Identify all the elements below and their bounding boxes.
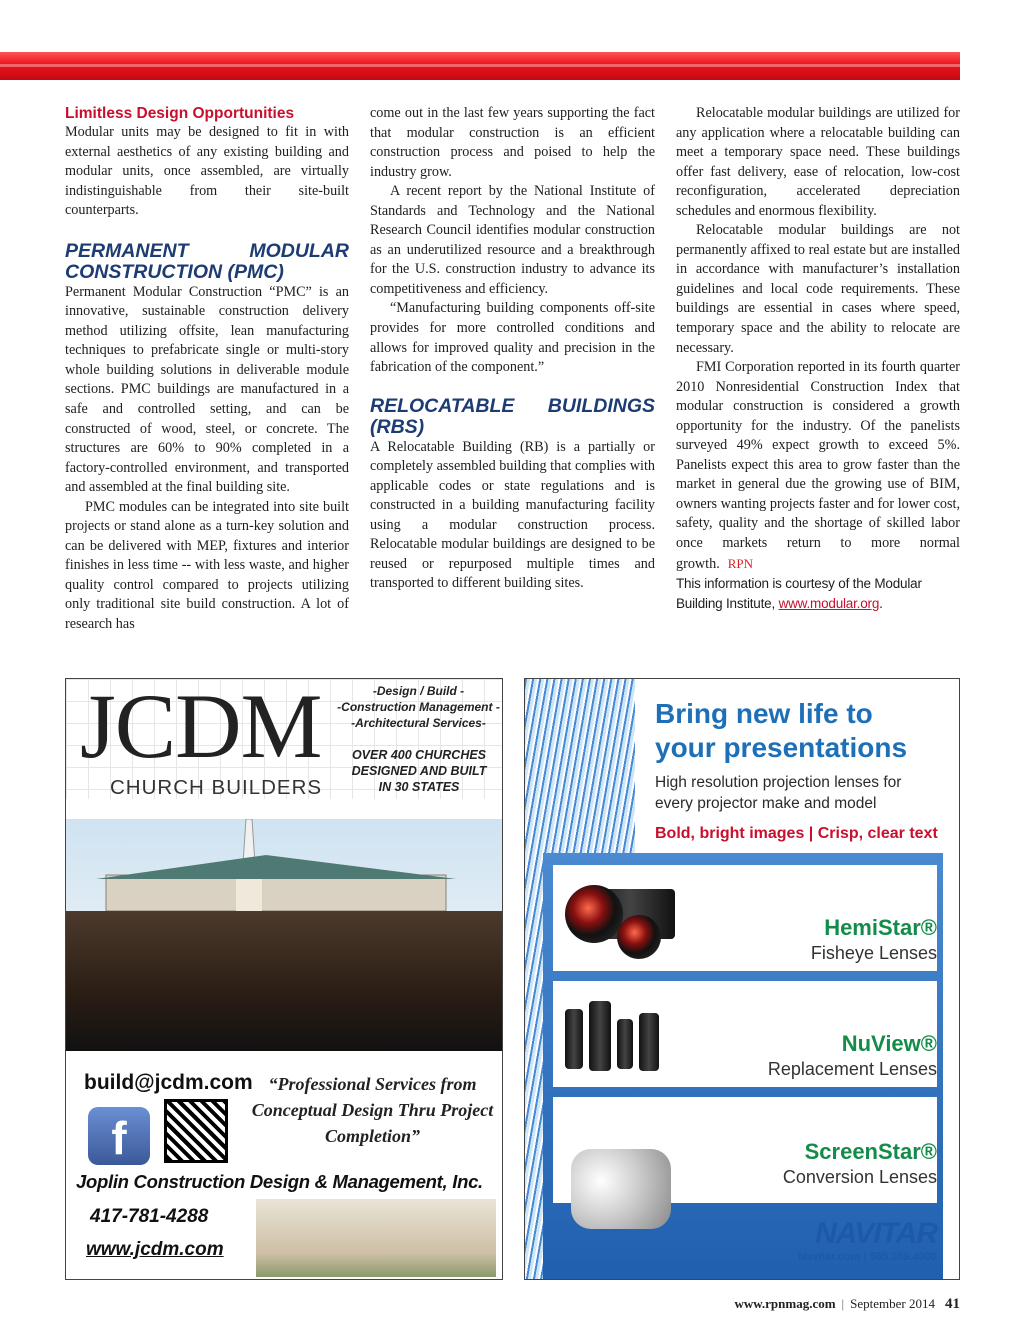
headline-line: your presentations [655, 732, 908, 763]
header-stripe [0, 64, 960, 67]
navitar-advertisement[interactable] [524, 678, 960, 1280]
jcdm-services-list [336, 683, 501, 731]
paragraph: PMC modules can be integrated into site built projects or stand alone as a turn-key solution and can be delivered with MEP, fixtures and interior finishes in less time -- with less waste, and higher quality control compared to projects utilizing only traditional site build construction. A lot of research has [65, 498, 349, 633]
page-footer [734, 1296, 960, 1313]
product-desc-nuview: Replacement Lenses [767, 1059, 937, 1079]
product-name-hemistar: HemiStar® [824, 915, 937, 940]
paragraph: come out in the last few years supporting the fact that modular construction is an efficient construction process and poised to help the industry grow. [370, 105, 655, 180]
headline-rbs: RELOCATABLE BUILDINGS (RBS) [370, 394, 655, 438]
navitar-tagline: Bold, bright images | Crisp, clear text [655, 825, 938, 842]
church-small-photo [256, 1199, 496, 1277]
jcdm-email[interactable]: build@jcdm.com [84, 1071, 253, 1094]
replacement-lens-icon [617, 1019, 633, 1069]
subhead-limitless-design: Limitless Design Opportunities [65, 105, 295, 122]
product-name-screenstar: ScreenStar® [804, 1139, 937, 1164]
church-interior-photo [66, 911, 503, 1051]
courtesy-end: . [879, 595, 883, 611]
paragraph: A recent report by the National Institute of Standards and Technology and the National Research Council identifies modular construction as an underutilized resource and a breakthrough for the U.S. construction industry to advance its competitiveness and efficiency. [370, 183, 655, 297]
paragraph: Modular units may be designed to fit in with external aesthetics of any existing building and modular units, once assembled, are virtually indistinguishable from their site-built counterparts. [65, 124, 349, 219]
page-number: 41 [945, 1296, 960, 1312]
rpn-signoff: RPN [727, 555, 754, 571]
replacement-lens-icon [639, 1013, 659, 1071]
navitar-logo: NAVITAR [815, 1217, 937, 1250]
sub-line: High resolution projection lenses for [655, 774, 902, 791]
service-item: -Construction Management - [337, 700, 500, 714]
jcdm-advertisement[interactable] [65, 678, 503, 1280]
service-item: -Design / Build - [372, 684, 465, 698]
paragraph: Relocatable modular buildings are not permanently affixed to real estate but are installed in accordance with manufacturer’s installation guidelines and local code requirements. These buildings are essential in cases where speed, temporary space and the ability to relocate are necessary. [676, 222, 960, 356]
church-building-illustration [66, 819, 503, 919]
footer-site[interactable]: www.rpnmag.com [734, 1296, 836, 1311]
claim-line: DESIGNED AND BUILT [351, 764, 487, 778]
paragraph [676, 358, 960, 574]
footer-date: September 2014 [850, 1296, 935, 1311]
jcdm-quote: “Professional Services from Conceptual Design Thru Project Completion” [251, 1074, 494, 1146]
replacement-lens-icon [565, 1009, 583, 1069]
paragraph: A Relocatable Building (RB) is a partially or completely assembled building that complies with applicable codes or state regulations and is constructed in a building manufacturing facility using a modular construction process. Relocatable modular buildings are designed to be reused or repurposed multiple times and transported to different building sites. [370, 438, 655, 592]
paragraph: Permanent Modular Construction “PMC” is an innovative, sustainable construction delivery method utilizing offsite, lean manufacturing techniques to prefabricate single or multi-story whole building solutions in deliverable module sections. PMC buildings are manufactured in a safe and controlled setting, and can be constructed of wood, steel, or concrete. The structures are 60% to 90% completed in a factory-controlled environment, and transported and assembled at the final building site. [65, 283, 349, 496]
replacement-lens-icon [589, 1001, 611, 1071]
product-name-nuview: NuView® [841, 1031, 937, 1056]
headline-pmc: PERMANENT MODULAR CONSTRUCTION (PMC) [65, 239, 349, 283]
qr-code-icon[interactable] [164, 1099, 228, 1163]
paragraph-text: FMI Corporation reported in its fourth quarter 2010 Nonresidential Construction Index that modular construction is considered a growth opportunity for the industry. Of the panelists surveyed 49% expect growth to exceed 5%. Panelists expect this area to grow faster than the market in general due the growing use of BIM, owners wanting projects faster and for lower cost, safety, quality and the shortage of skilled labor once markets return to more normal growth. [676, 359, 960, 572]
article-column-2 [370, 104, 655, 594]
navitar-subheadline [655, 772, 901, 814]
jcdm-logo-subtitle: CHURCH BUILDERS [110, 776, 323, 799]
navitar-headline [655, 697, 907, 765]
claim-line: IN 30 STATES [378, 780, 460, 794]
jcdm-churches-claim [344, 747, 494, 795]
jcdm-phone[interactable]: 417-781-4288 [90, 1206, 209, 1227]
claim-line: OVER 400 CHURCHES [351, 748, 487, 762]
paragraph: Relocatable modular buildings are utilized for any application where a relocatable building can meet a temporary space need. These buildings offer fast delivery, ease of relocation, low-cost reconfiguration, accelerated depreciation schedules and enormous flexibility. [676, 105, 960, 219]
courtesy-text: This information is courtesy of the Modular Building Institute, [676, 576, 922, 611]
fisheye-lens-icon [617, 915, 661, 959]
courtesy-note [676, 574, 960, 613]
product-desc-screenstar: Conversion Lenses [782, 1167, 937, 1187]
paragraph: “Manufacturing building components off-site provides for more controlled conditions and allows for improved quality and precision in the fabrication of the component.” [370, 300, 655, 376]
navitar-contact[interactable]: Navitar.com | 585.359.4000 [798, 1251, 937, 1263]
product-desc-hemistar: Fisheye Lenses [810, 943, 937, 963]
jcdm-website-link[interactable]: www.jcdm.com [86, 1239, 224, 1260]
article-column-1 [65, 104, 349, 635]
sub-line: every projector make and model [655, 795, 877, 812]
jcdm-logo: JCDM [80, 678, 322, 777]
facebook-icon[interactable]: f [88, 1107, 150, 1165]
service-item: -Architectural Services- [351, 716, 486, 730]
headline-line: Bring new life to [655, 698, 873, 729]
modular-org-link[interactable]: www.modular.org [778, 595, 880, 611]
projector-icon [571, 1149, 671, 1229]
footer-separator: | [841, 1296, 845, 1311]
article-column-3 [676, 104, 960, 613]
fisheye-lens-icon [565, 885, 623, 943]
jcdm-company-name: Joplin Construction Design & Management, Inc. [76, 1171, 483, 1192]
